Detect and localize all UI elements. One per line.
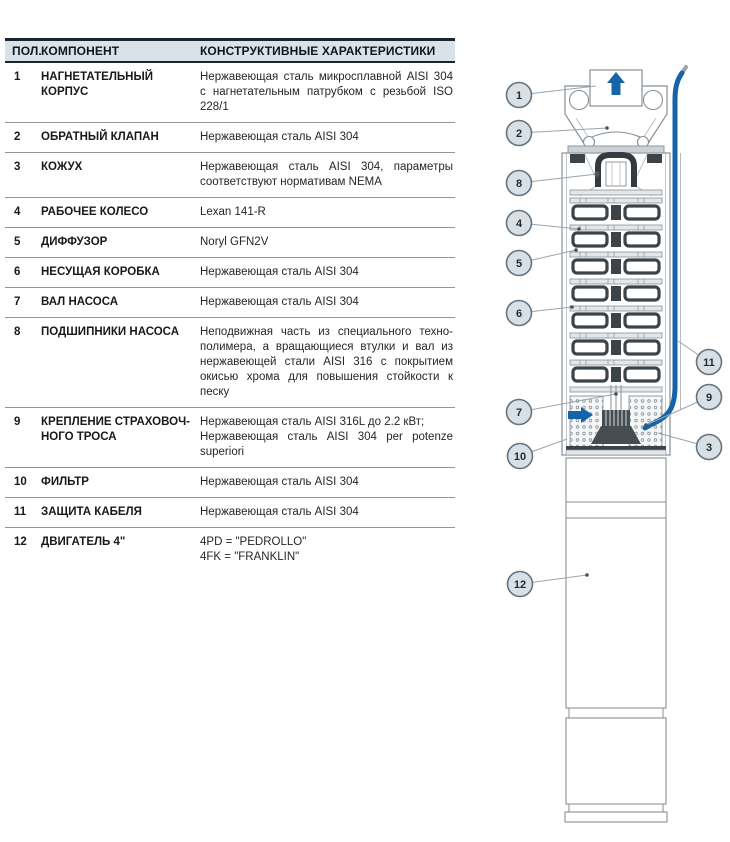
callout-1 [507,83,532,108]
callout-number: 1 [515,90,523,102]
characteristics-line: 4PD = "PEDROLLO" [200,536,307,548]
characteristics-line: Noryl GFN2V [200,236,269,248]
leader-dot [644,423,648,427]
table-row [5,318,455,408]
component-cell: ФИЛЬТР [41,476,89,488]
pos-cell: 12 [14,536,27,548]
table-row [5,498,455,528]
pos-cell: 8 [14,326,21,338]
callout-12 [508,572,533,597]
table-header-row [5,38,455,63]
characteristics-cell [200,325,455,400]
component-cell: ДИФФУЗОР [41,236,108,248]
callout-number: 12 [513,579,527,591]
characteristics-cell [200,295,455,310]
callout-3 [697,435,722,460]
leader-dot [577,227,581,231]
callout-number: 4 [515,218,523,230]
callout-number: 6 [515,308,523,320]
callout-number: 7 [515,407,523,419]
pos-cell: 9 [14,416,21,428]
leader-dot [570,305,574,309]
characteristics-cell [200,235,455,250]
characteristics-line: Нержавеющая сталь AISI 304, параметры соответствуют нормативам NEMA [200,161,453,188]
characteristics-cell [200,535,455,565]
callout-9 [697,385,722,410]
component-cell: ОБРАТНЫЙ КЛАПАН [41,131,159,143]
component-cell: РАБОЧЕЕ КОЛЕСО [41,206,149,218]
characteristics-cell [200,130,455,145]
callout-11 [697,350,722,375]
pos-cell: 6 [14,266,21,278]
characteristics-cell [200,205,455,220]
callout-number: 10 [513,451,527,463]
table-row [5,258,455,288]
pos-cell: 3 [14,161,21,173]
col-header-pos: ПОЛ. [12,44,42,58]
pump-stages [570,198,662,392]
characteristics-line: Нержавеющая сталь AISI 316L до 2.2 кВт; [200,416,425,428]
callout-number: 9 [705,392,713,404]
callout-number: 11 [703,357,715,369]
characteristics-cell [200,265,455,280]
pos-cell: 11 [14,506,27,518]
pos-cell: 5 [14,236,21,248]
pos-cell: 7 [14,296,21,308]
callout-2 [507,121,532,146]
characteristics-line: Неподвижная часть из специального техно-полимера, а вращающиеся втулки и вал из нержавеющей стали AISI 316 с покрытием окисью хрома для повышения стойкости к песку [200,326,453,398]
pump-cutaway-diagram [490,60,730,842]
callout-8 [507,171,532,196]
component-cell: КОЖУХ [41,161,83,173]
characteristics-line: Нержавеющая сталь AISI 304 [200,476,359,488]
component-cell: ВАЛ НАСОСА [41,296,119,308]
flange-bolt-hole [644,91,663,110]
characteristics-cell [200,160,455,190]
pump-diagram [490,60,730,842]
callout-number: 2 [515,128,523,140]
callout-4 [507,211,532,236]
component-cell: НЕСУЩАЯ КОРОБКА [41,266,160,278]
flange-bolt-hole [570,91,589,110]
characteristics-cell [200,415,455,460]
pos-cell: 1 [14,71,21,83]
table-body [5,63,455,572]
callout-number: 8 [515,178,523,190]
col-header-characteristics: КОНСТРУКТИВНЫЕ ХАРАКТЕРИСТИКИ [200,44,436,58]
col-header-component: КОМПОНЕНТ [41,44,120,58]
leader-dot [574,248,578,252]
characteristics-line: Нержавеющая сталь AISI 304 [200,266,359,278]
component-cell: КРЕПЛЕНИЕ СТРАХОВОЧ-НОГО ТРОСА [41,416,191,443]
callout-number: 5 [515,258,523,270]
components-table [5,38,455,572]
callout-5 [507,251,532,276]
characteristics-cell [200,70,455,115]
callout-6 [507,301,532,326]
discharge-head [565,70,667,148]
table-row [5,408,455,468]
table-row [5,468,455,498]
callout-7 [507,400,532,425]
table-row [5,123,455,153]
characteristics-cell [200,505,455,520]
leader-dot [614,392,618,396]
component-cell: ПОДШИПНИКИ НАСОСА [41,326,179,338]
motor-body [565,458,667,822]
callout-10 [508,444,533,469]
pos-cell: 10 [14,476,27,488]
table-row [5,228,455,258]
table-row [5,63,455,123]
table-row [5,198,455,228]
component-cell: ЗАЩИТА КАБЕЛЯ [41,506,142,518]
characteristics-line: Нержавеющая сталь AISI 304 per potenze superiori [200,431,453,458]
pos-cell: 2 [14,131,21,143]
characteristics-line: Нержавеющая сталь AISI 304 [200,131,359,143]
callout-number: 3 [705,442,713,454]
table-row [5,153,455,198]
component-cell: ДВИГАТЕЛЬ 4" [41,536,126,548]
characteristics-cell [200,475,455,490]
characteristics-line: Нержавеющая сталь AISI 304 [200,296,359,308]
characteristics-line: Lexan 141-R [200,206,266,218]
leader-dot [605,126,609,130]
characteristics-line: Нержавеющая сталь AISI 304 [200,506,359,518]
characteristics-line: Нержавеющая сталь микросплавной AISI 304 с нагнетательным патрубком с резьбой ISO 228/1 [200,71,453,113]
table-row [5,528,455,572]
pos-cell: 4 [14,206,21,218]
leader-dot [585,573,589,577]
leader-dot [595,172,599,176]
component-cell: НАГНЕТАТЕЛЬНЫЙ КОРПУС [41,71,153,98]
table-row [5,288,455,318]
characteristics-line: 4FK = "FRANKLIN" [200,551,300,563]
